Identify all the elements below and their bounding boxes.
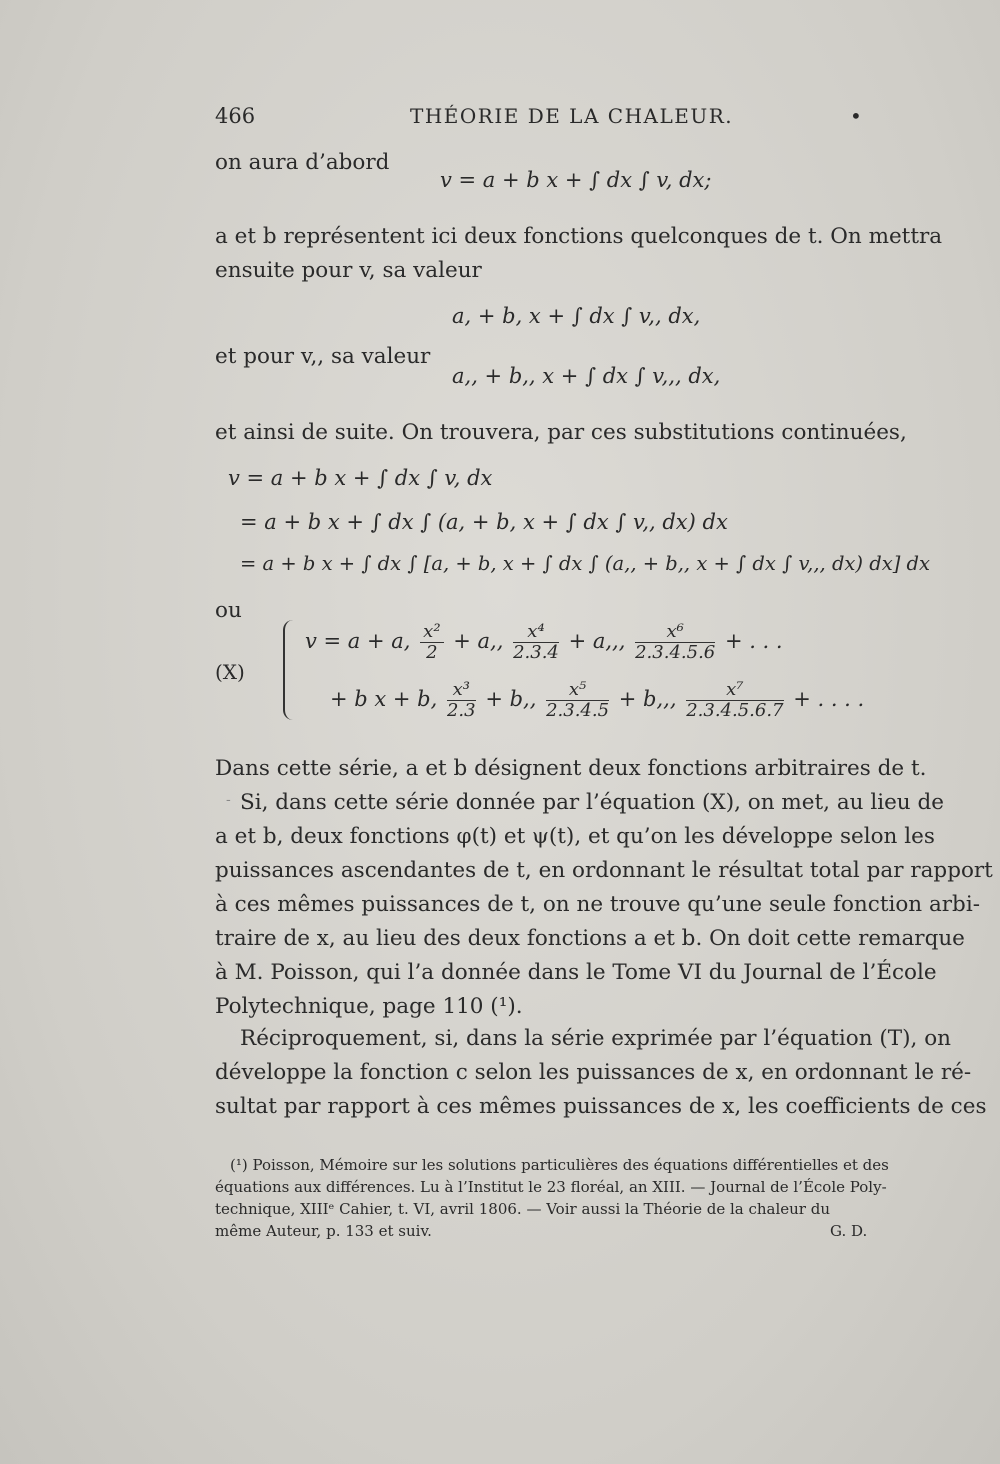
fraction xyxy=(447,680,476,721)
series-term: v = a + a, xyxy=(305,629,411,653)
body-line: Polytechnique, page 110 (¹). xyxy=(215,994,523,1019)
denominator: 2.3 xyxy=(446,700,476,721)
body-line: à M. Poisson, qui l’a donnée dans le Tome VI du Journal de l’École xyxy=(215,960,937,985)
denominator: 2.3.4.5.6.7 xyxy=(686,700,784,721)
footnote-signature: G. D. xyxy=(830,1222,868,1240)
fraction xyxy=(420,622,443,663)
numerator: x⁴ xyxy=(513,622,559,643)
body-line: traire de x, au lieu des deux fonctions a et b. On doit cette remarque xyxy=(215,926,965,951)
footnote-line: même Auteur, p. 133 et suiv. xyxy=(215,1222,432,1240)
body-line: Réciproquement, si, dans la série exprimée par l’équation (T), on xyxy=(240,1026,951,1051)
text-line: a et b représentent ici deux fonctions quelconques de t. On mettra xyxy=(215,224,943,249)
series-term: + b x + b, xyxy=(330,687,438,711)
equation-label: (X) xyxy=(215,660,245,684)
body-line: Si, dans cette série donnée par l’équation (X), on met, au lieu de xyxy=(240,790,944,815)
text-line: ensuite pour v, sa valeur xyxy=(215,258,482,283)
series-term: + a,,, xyxy=(568,629,626,653)
series-term: + b,, xyxy=(485,687,537,711)
text-line: et ainsi de suite. On trouvera, par ces substitutions continuées, xyxy=(215,420,907,445)
body-line: sultat par rapport à ces mêmes puissances de x, les coefficients de ces xyxy=(215,1094,987,1119)
denominator: 2 xyxy=(426,642,438,663)
denominator: 2.3.4 xyxy=(513,642,559,663)
body-line: à ces mêmes puissances de t, on ne trouve qu’une seule fonction arbi- xyxy=(215,892,980,917)
series-term: + b,,, xyxy=(618,687,677,711)
equation-1: v = a + b x + ∫ dx ∫ v, dx; xyxy=(440,168,712,192)
denominator: 2.3.4.5.6 xyxy=(635,642,716,663)
fraction xyxy=(686,680,783,721)
body-line: développe la fonction c selon les puissances de x, en ordonnant le ré- xyxy=(215,1060,972,1085)
body-line: Dans cette série, a et b désignent deux fonctions arbitraires de t. xyxy=(215,756,927,781)
equation-3: a,, + b,, x + ∫ dx ∫ v,,, dx, xyxy=(452,364,721,388)
text-line: on aura d’abord xyxy=(215,150,390,175)
equation-6: = a + b x + ∫ dx ∫ [a, + b, x + ∫ dx ∫ (a,, + b,, x + ∫ dx ∫ v,,, dx) dx] dx xyxy=(240,552,931,575)
page-number: 466 xyxy=(215,104,256,128)
numerator: x³ xyxy=(447,680,476,701)
numerator: x⁶ xyxy=(635,622,715,643)
fraction xyxy=(513,622,559,663)
numerator: x² xyxy=(420,622,443,643)
series-term: + . . . . xyxy=(793,687,865,711)
equation-4: v = a + b x + ∫ dx ∫ v, dx xyxy=(228,466,493,490)
footnote-line: (¹) Poisson, Mémoire sur les solutions particulières des équations différentielles et des xyxy=(230,1156,889,1174)
header-mark: • xyxy=(850,104,862,128)
body-line: puissances ascendantes de t, en ordonnant le résultat total par rapport xyxy=(215,858,993,883)
text-line: ou xyxy=(215,598,242,623)
numerator: x⁷ xyxy=(686,680,783,701)
running-title: THÉORIE DE LA CHALEUR. xyxy=(410,104,734,128)
series-row-a xyxy=(305,622,783,663)
series-term: + . . . xyxy=(724,629,783,653)
equation-5: = a + b x + ∫ dx ∫ (a, + b, x + ∫ dx ∫ v,, dx) dx xyxy=(240,510,728,534)
footnote-line: équations aux différences. Lu à l’Institut le 23 floréal, an XIII. — Journal de l’École Poly- xyxy=(215,1178,887,1196)
fraction xyxy=(546,680,609,721)
fraction xyxy=(635,622,715,663)
page-header xyxy=(215,104,865,134)
footnote-line: technique, XIIIᵉ Cahier, t. VI, avril 1806. — Voir aussi la Théorie de la chaleur du xyxy=(215,1200,831,1218)
series-term: + a,, xyxy=(453,629,504,653)
margin-mark: - xyxy=(226,792,231,808)
text-line: et pour v,, sa valeur xyxy=(215,344,431,369)
body-line: a et b, deux fonctions φ(t) et ψ(t), et qu’on les développe selon les xyxy=(215,824,935,849)
denominator: 2.3.4.5 xyxy=(546,700,610,721)
numerator: x⁵ xyxy=(546,680,609,701)
system-brace xyxy=(283,620,299,720)
series-row-b xyxy=(330,680,864,721)
equation-2: a, + b, x + ∫ dx ∫ v,, dx, xyxy=(452,304,701,328)
